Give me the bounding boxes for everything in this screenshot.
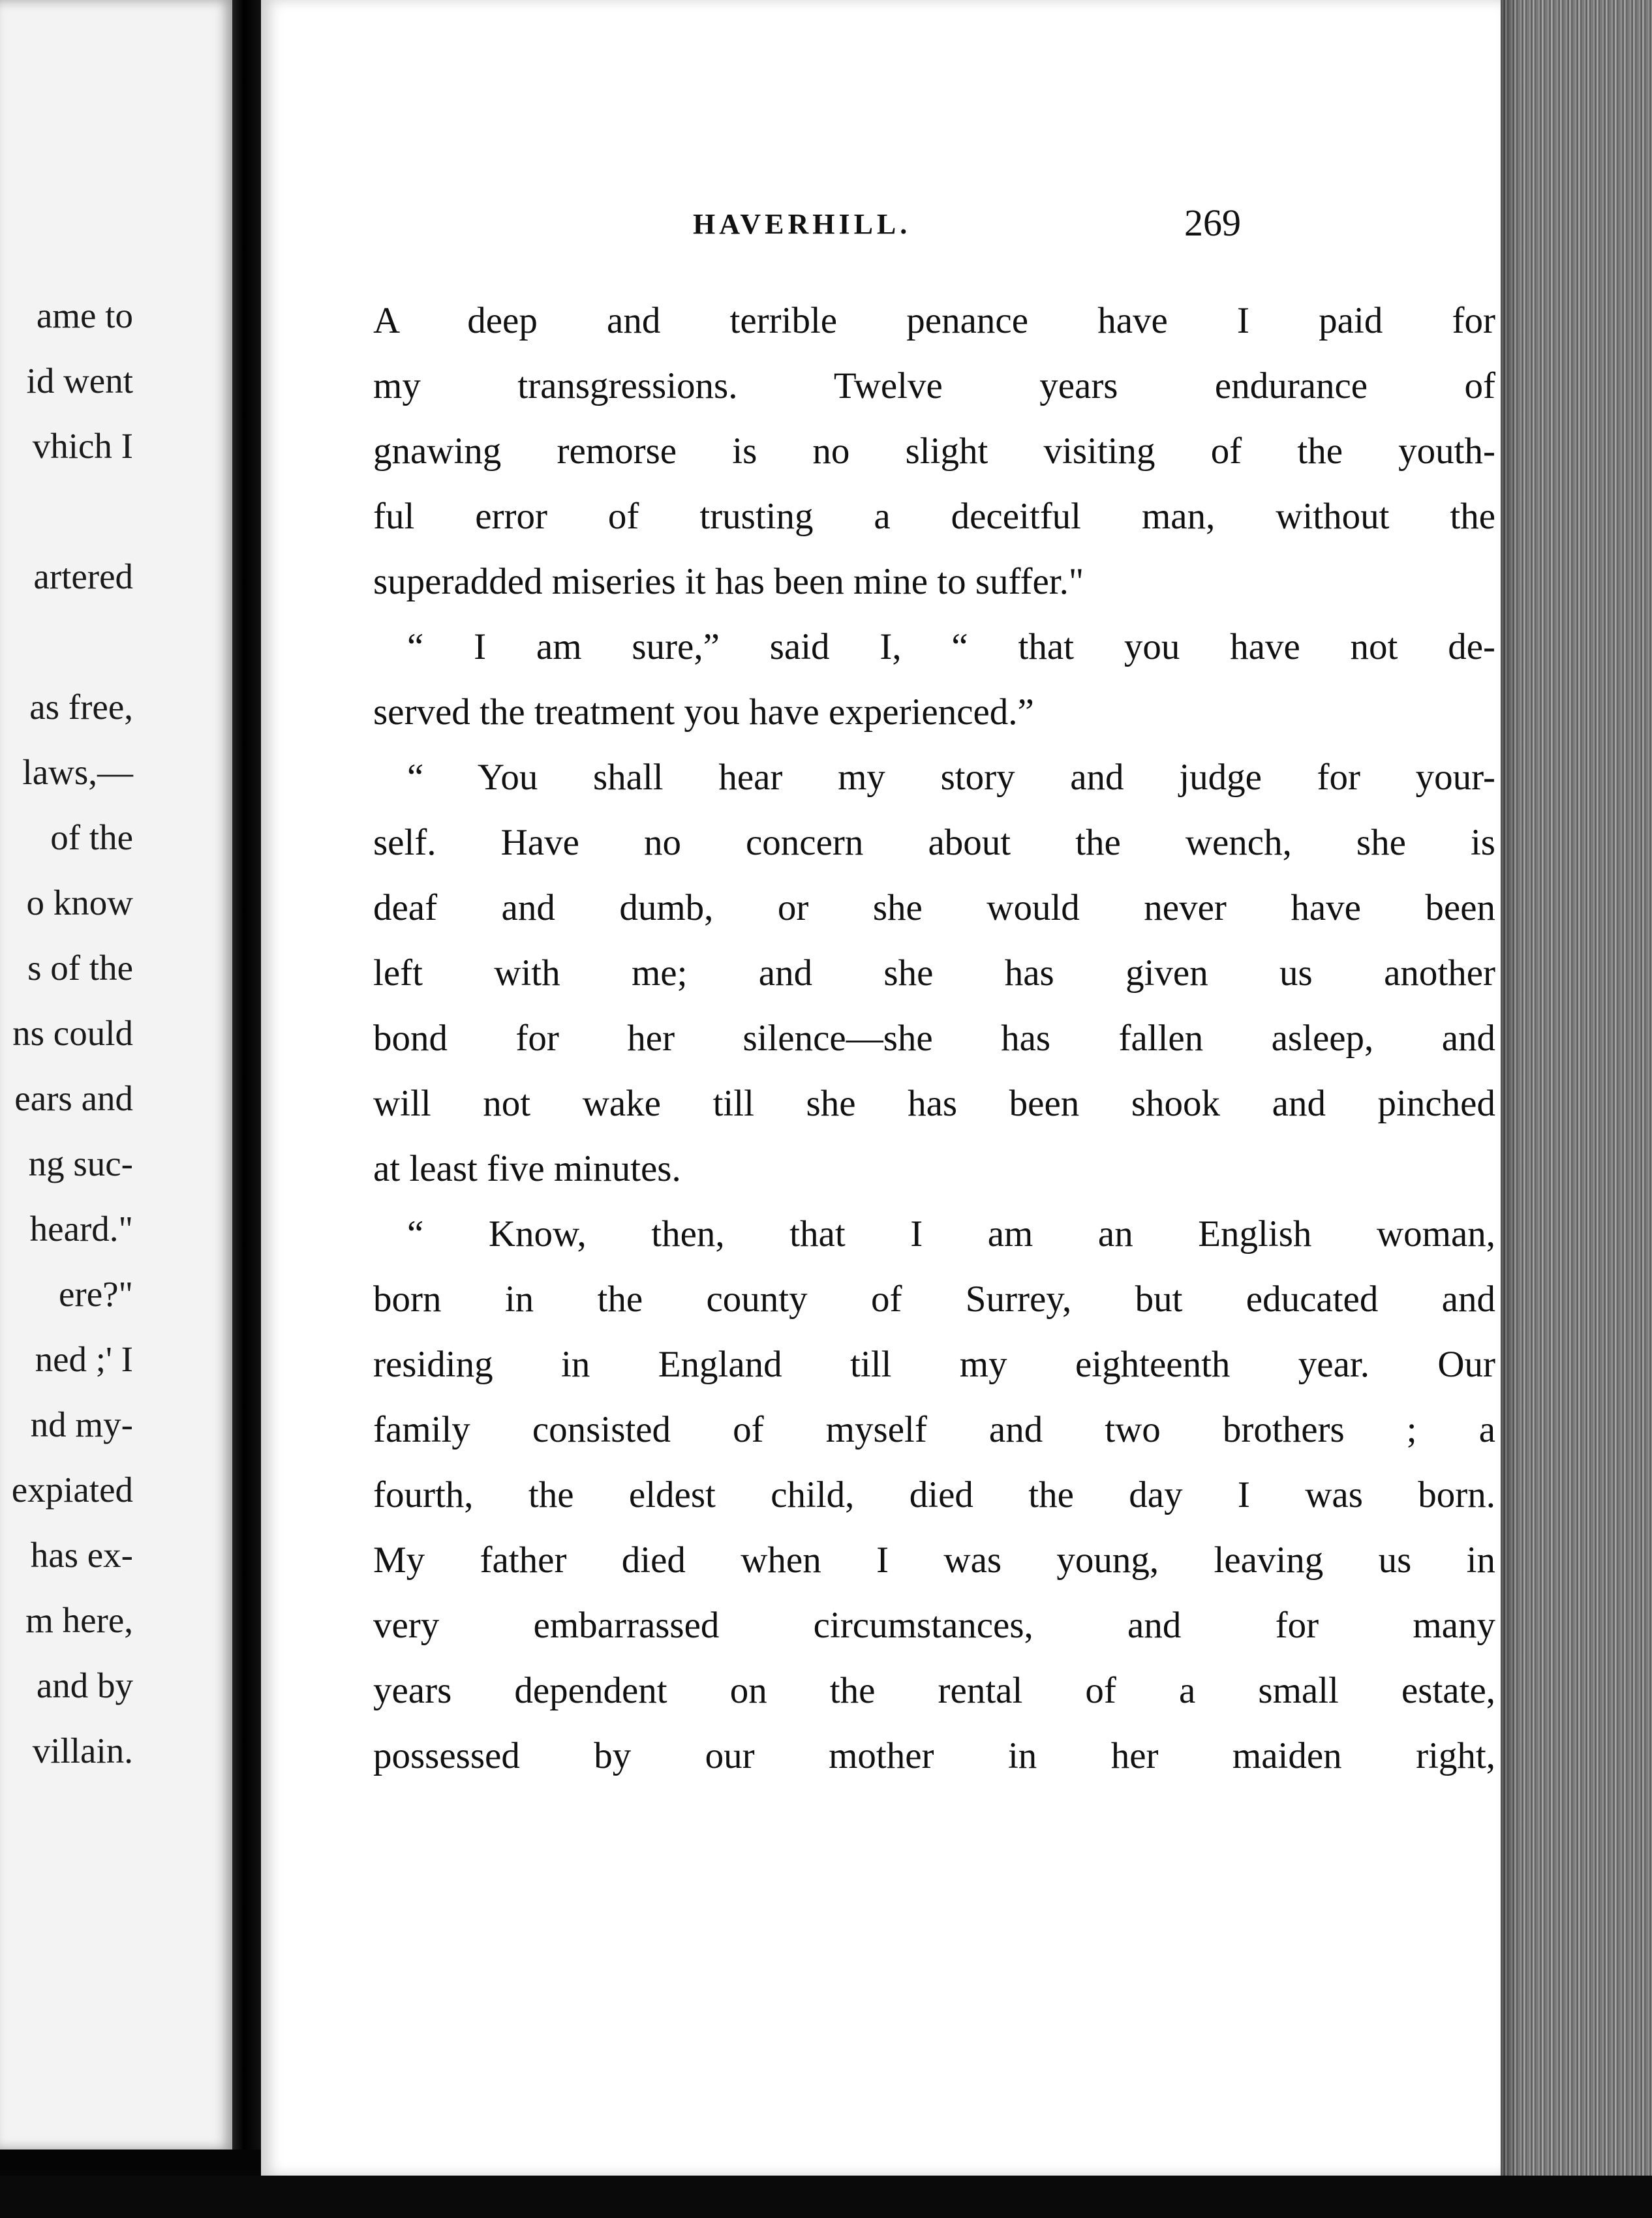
page-edge-shadow [1501,0,1520,2182]
text-line: self. Have no concern about the wench, she is [373,822,1495,863]
page-block-edges [1501,0,1652,2182]
left-page-line: s of the [27,948,133,988]
left-page-line: expiated [11,1470,133,1510]
text-line: served the treatment you have experienced.” [373,691,1034,733]
text-line: ful error of trusting a deceitful man, without the [373,496,1495,537]
left-page-line: id went [26,361,133,401]
text-line: possessed by our mother in her maiden right, [373,1735,1495,1776]
left-facing-page [0,0,232,2150]
text-line: “ Know, then, that I am an English woman, [407,1213,1495,1254]
text-line: years dependent on the rental of a small estate, [373,1670,1495,1711]
left-page-line: ame to [36,296,133,335]
text-line: “ You shall hear my story and judge for your- [407,757,1495,798]
text-line: will not wake till she has been shook and pinched [373,1083,1495,1124]
left-page-line: ears and [14,1078,133,1118]
text-line: gnawing remorse is no slight visiting of the youth- [373,431,1495,472]
left-page-line: vhich I [32,426,133,466]
text-line: My father died when I was young, leaving us in [373,1540,1495,1581]
left-page-line: ns could [12,1013,133,1053]
left-page-line: villain. [32,1731,133,1770]
text-line: family consisted of myself and two brothers ; a [373,1409,1495,1450]
left-page-line: artered [33,556,133,596]
left-page-line: of the [50,817,133,857]
left-page-line: as free, [29,687,133,727]
left-page-line: ng suc- [28,1144,133,1183]
scan-bottom-border [0,2176,1652,2218]
text-line: left with me; and she has given us another [373,952,1495,994]
text-line: fourth, the eldest child, died the day I was born. [373,1474,1495,1515]
right-page [261,0,1501,2176]
text-line: at least five minutes. [373,1148,681,1189]
book-gutter [232,0,261,2150]
text-line: residing in England till my eighteenth year. Our [373,1344,1495,1385]
text-line: superadded miseries it has been mine to suffer." [373,561,1084,602]
left-page-line: nd my- [30,1405,133,1444]
text-line: deaf and dumb, or she would never have been [373,887,1495,928]
left-page-line: ere?" [58,1274,133,1314]
left-page-line: laws,— [22,752,133,792]
left-page-line: heard." [29,1209,133,1249]
page-number: 269 [1184,202,1241,244]
left-page-line: m here, [25,1600,133,1640]
left-page-line: ned ;' I [35,1339,133,1379]
running-head: HAVERHILL. [693,208,911,240]
left-page-line: o know [26,883,133,922]
text-line: born in the county of Surrey, but educated and [373,1279,1495,1320]
text-line: bond for her silence—she has fallen asleep, and [373,1018,1495,1059]
text-line: my transgressions. Twelve years endurance of [373,365,1495,406]
text-line: “ I am sure,” said I, “ that you have not de- [407,626,1495,667]
left-page-line: has ex- [30,1535,133,1575]
left-page-line: and by [36,1665,133,1705]
text-line: very embarrassed circumstances, and for many [373,1605,1495,1646]
text-line: A deep and terrible penance have I paid for [373,300,1495,341]
